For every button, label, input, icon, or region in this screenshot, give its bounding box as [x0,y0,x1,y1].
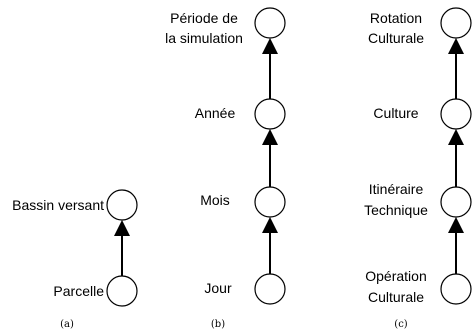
label-periode-line1: Période de [170,10,238,26]
label-parcelle: Parcelle [53,283,104,299]
diagram-c [364,8,471,330]
node-circle-jour [255,274,285,304]
node-circle-mois [255,187,285,217]
label-operation-line1: Opération [365,268,427,284]
caption-b: (b) [210,319,226,330]
node-circle-operation [441,274,471,304]
label-culture: Culture [373,105,419,121]
caption-c: (c) [394,319,408,330]
node-circle-bassin-versant [107,190,137,220]
label-mois: Mois [200,192,230,208]
label-rotation-line2: Culturale [367,30,425,46]
label-annee: Année [194,105,236,121]
diagram-b [165,8,285,330]
label-rotation-line1: Rotation [369,10,423,26]
node-circle-culture [441,99,471,129]
label-periode-line2: la simulation [165,30,243,46]
node-circle-parcelle [107,276,137,306]
node-circle-annee [255,99,285,129]
label-operation-line2: Culturale [367,289,425,305]
node-circle-periode [255,8,285,38]
caption-a: (a) [60,319,74,330]
label-jour: Jour [204,280,232,296]
label-itineraire-line1: Itinéraire [368,181,424,197]
label-bassin-versant: Bassin versant [12,197,104,213]
label-itineraire-line2: Technique [364,202,428,218]
diagram-a [12,190,137,330]
node-circle-itineraire [441,187,471,217]
node-circle-rotation [441,8,471,38]
